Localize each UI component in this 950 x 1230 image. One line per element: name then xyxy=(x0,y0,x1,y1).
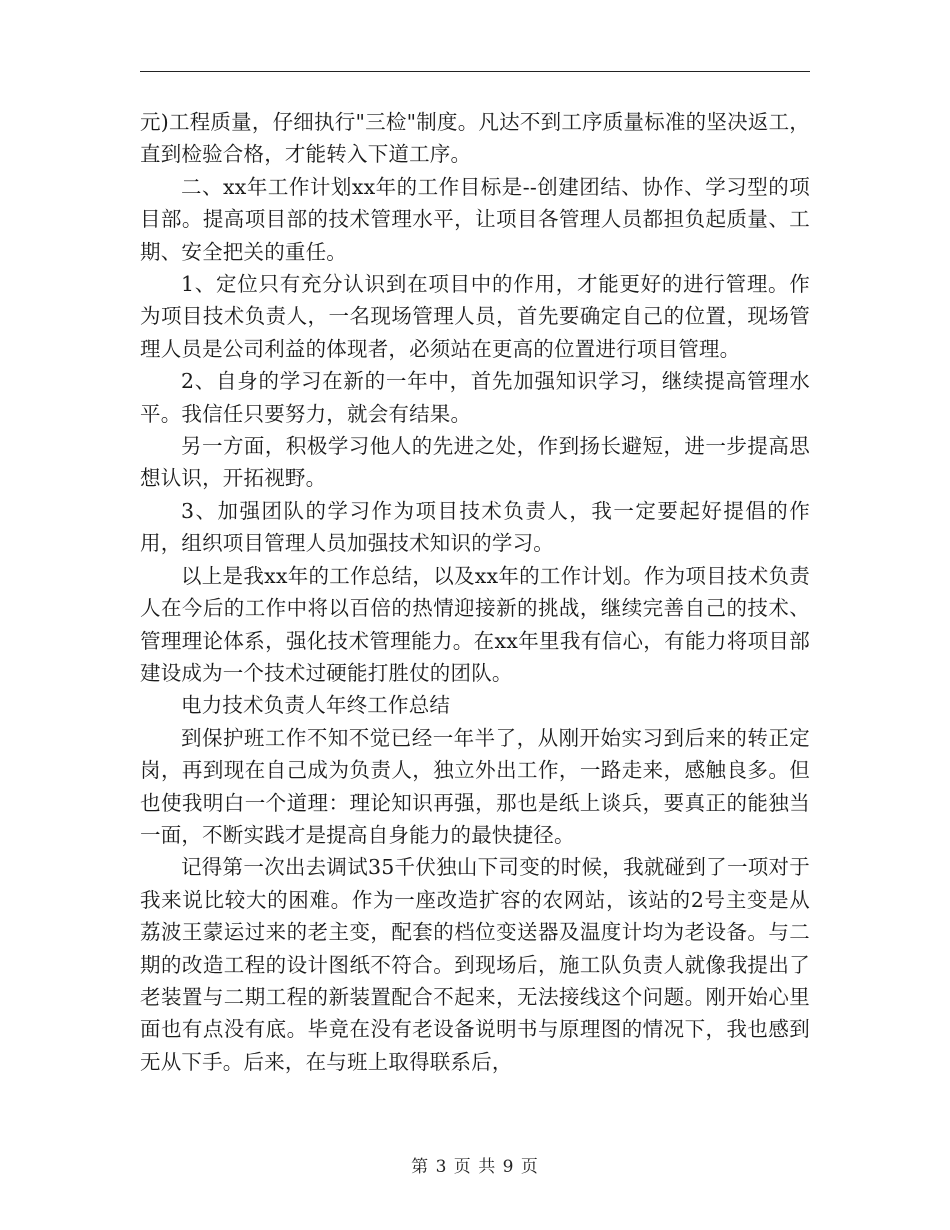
paragraph-2: 二、xx年工作计划xx年的工作目标是--创建团结、协作、学习型的项目部。提高项目部的技术管理水平，让项目各管理人员都担负起质量、工期、安全把关的重任。 xyxy=(140,174,810,264)
paragraph-5: 另一方面，积极学习他人的先进之处，作到扬长避短，进一步提高思想认识，开拓视野。 xyxy=(140,434,810,491)
header-rule xyxy=(140,71,810,72)
paragraph-3: 1、定位只有充分认识到在项目中的作用，才能更好的进行管理。作为项目技术负责人，一名现场管理人员，首先要确定自己的位置，现场管理人员是公司利益的体现者，必须站在更高的位置进行项目管理。 xyxy=(140,272,810,361)
page-number-footer: 第 3 页 共 9 页 xyxy=(411,1157,539,1177)
paragraph-9: 到保护班工作不知不觉已经一年半了，从刚开始实习到后来的转正定岗，再到现在自己成为负责人，独立外出工作，一路走来，感触良多。但也使我明白一个道理：理论知识再强，那也是纸上谈兵，要真正的能独当一面，不断实践才是提高自身能力的最快捷径。 xyxy=(140,725,810,847)
paragraph-7: 以上是我xx年的工作总结，以及xx年的工作计划。作为项目技术负责人在今后的工作中将以百倍的热情迎接新的挑战，继续完善自己的技术、管理理论体系，强化技术管理能力。在xx年里我有信心，有能力将项目部建设成为一个技术过硬能打胜仗的团队。 xyxy=(140,563,810,685)
paragraph-6: 3、加强团队的学习作为项目技术负责人，我一定要起好提倡的作用，组织项目管理人员加强技术知识的学习。 xyxy=(140,498,810,556)
page-body xyxy=(140,106,810,1078)
paragraph-10: 记得第一次出去调试35千伏独山下司变的时候，我就碰到了一项对于我来说比较大的困难。作为一座改造扩容的农网站，该站的2号主变是从荔波王蒙运过来的老主变，配套的档位变送器及温度计均为老设备。与二期的改造工程的设计图纸不符合。到现场后，施工队负责人就像我提出了老装置与二期工程的新装置配合不起来，无法接线这个问题。刚开始心里面也有点没有底。毕竟在没有老设备说明书与原理图的情况下，我也感到无从下手。后来，在与班上取得联系后， xyxy=(140,855,810,1074)
paragraph-1: 元)工程质量，仔细执行"三检"制度。凡达不到工序质量标准的坚决返工，直到检验合格，才能转入下道工序。 xyxy=(140,110,810,167)
paragraph-4: 2、自身的学习在新的一年中，首先加强知识学习，继续提高管理水平。我信任只要努力，就会有结果。 xyxy=(140,369,810,426)
section-heading: 电力技术负责人年终工作总结 xyxy=(181,693,451,718)
